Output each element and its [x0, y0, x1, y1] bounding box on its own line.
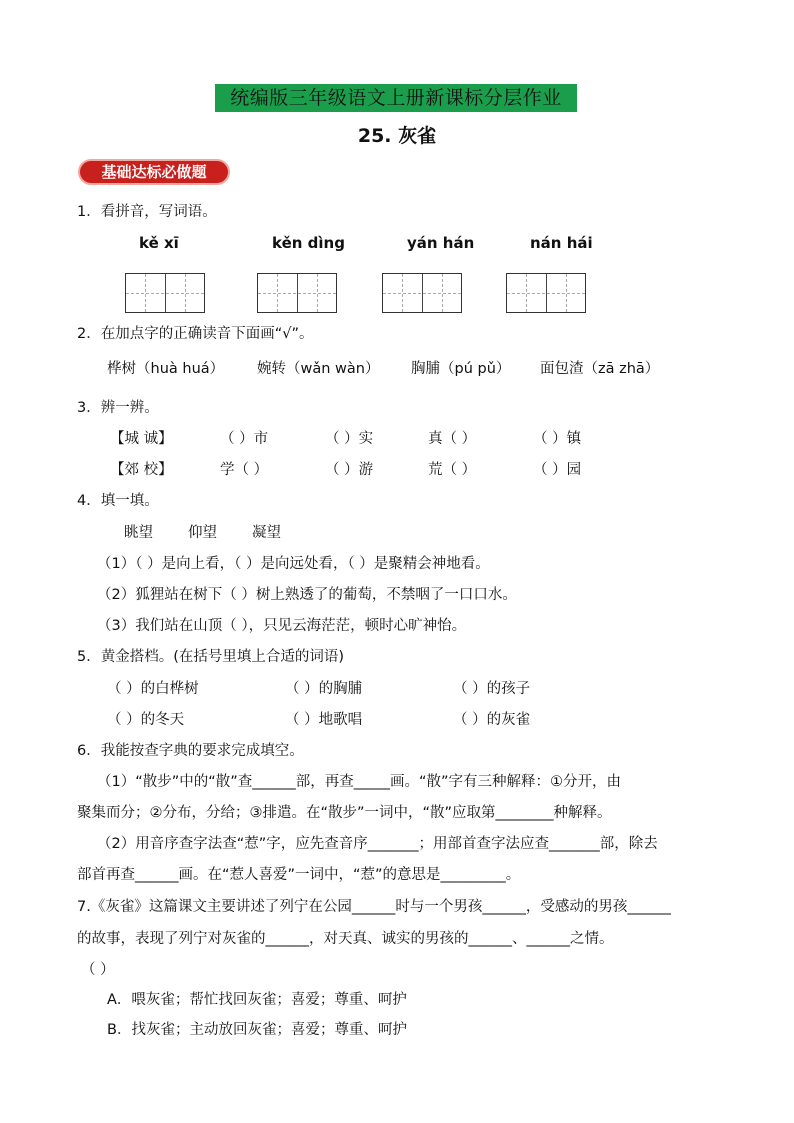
blank[interactable]: 学（ ） [220, 462, 269, 478]
phrase-blank[interactable]: （ ）的白桦树 [107, 681, 199, 697]
word-option: 仰望 [188, 525, 217, 541]
pronunciation-item-4[interactable]: 面包渣（zā zhā） [540, 361, 660, 377]
phrase-blank[interactable]: （ ）的灰雀 [453, 712, 531, 728]
blank[interactable]: 真（ ） [428, 431, 477, 447]
fill-sentence-3[interactable]: （3）我们站在山顶（ ），只见云海茫茫，顿时心旷神怡。 [97, 618, 467, 634]
pronunciation-item-3[interactable]: 胸脯（pú pǔ） [411, 361, 511, 377]
writing-grid-4[interactable] [506, 273, 586, 313]
question-1-title: 1．看拼音，写词语。 [77, 204, 217, 220]
question-4-title: 4．填一填。 [77, 493, 159, 509]
phrase-blank[interactable]: （ ）的胸脯 [285, 681, 363, 697]
question-2-title: 2．在加点字的正确读音下面画“√”。 [77, 326, 314, 342]
char-pair-1: 【城 诚】 [110, 431, 173, 447]
word-option: 眺望 [124, 525, 153, 541]
dictionary-line-4[interactable]: 部首再查______画。在“惹人喜爱”一词中，“惹”的意思是_________。 [77, 867, 521, 883]
question-3-title: 3．辨一辨。 [77, 400, 159, 416]
writing-grid-2[interactable] [257, 273, 337, 313]
phrase-blank[interactable]: （ ）的孩子 [453, 681, 531, 697]
answer-paren[interactable]: （ ） [81, 962, 115, 978]
writing-grid-1[interactable] [125, 273, 205, 313]
pronunciation-item-2[interactable]: 婉转（wǎn wàn） [257, 361, 380, 377]
dictionary-line-1[interactable]: （1）“散步”中的“散”查______部，再查_____画。“散”字有三种解释：①分开，由 [97, 774, 622, 790]
blank[interactable]: （ ）园 [533, 462, 582, 478]
writing-grid-3[interactable] [382, 273, 462, 313]
pinyin-2: kěn dìng [272, 234, 345, 252]
pinyin-3: yán hán [407, 234, 475, 252]
blank[interactable]: （ ）镇 [533, 431, 582, 447]
question-5-title: 5．黄金搭档。(在括号里填上合适的词语) [77, 649, 345, 665]
lesson-title: 25. 灰雀 [357, 125, 437, 147]
section-badge: 基础达标必做题 [78, 159, 230, 185]
blank[interactable]: （ ）市 [220, 431, 269, 447]
question-7-line-1[interactable]: 7.《灰雀》这篇课文主要讲述了列宁在公园______时与一个男孩______，受感动的男孩______ [77, 899, 671, 915]
pronunciation-item-1[interactable]: 桦树（huà huá） [107, 361, 225, 377]
option-b[interactable]: B．找灰雀；主动放回灰雀；喜爱；尊重、呵护 [107, 1022, 407, 1038]
fill-sentence-1[interactable]: （1）（ ）是向上看，（ ）是向远处看，（ ）是聚精会神地看。 [97, 556, 490, 572]
pinyin-1: kě xī [139, 234, 179, 252]
blank[interactable]: （ ）实 [325, 431, 374, 447]
dictionary-line-3[interactable]: （2）用音序查字法查“惹”字，应先查音序_______；用部首查字法应查_______部，除去 [97, 836, 658, 852]
char-pair-2: 【郊 校】 [110, 462, 173, 478]
phrase-blank[interactable]: （ ）的冬天 [107, 712, 185, 728]
dictionary-line-2[interactable]: 聚集而分；②分布，分给；③排遣。在“散步”一词中，“散”应取第________种解释。 [77, 805, 612, 821]
question-7-line-2[interactable]: 的故事，表现了列宁对灰雀的______，对天真、诚实的男孩的______、______之情。 [77, 931, 614, 947]
blank[interactable]: （ ）游 [325, 462, 374, 478]
worksheet-banner: 统编版三年级语文上册新课标分层作业 [215, 84, 577, 112]
fill-sentence-2[interactable]: （2）狐狸站在树下（ ）树上熟透了的葡萄，不禁咽了一口口水。 [97, 587, 517, 603]
word-option: 凝望 [252, 525, 281, 541]
option-a[interactable]: A．喂灰雀；帮忙找回灰雀；喜爱；尊重、呵护 [107, 992, 407, 1008]
question-6-title: 6．我能按查字典的要求完成填空。 [77, 743, 304, 759]
pinyin-4: nán hái [530, 234, 593, 252]
blank[interactable]: 荒（ ） [428, 462, 477, 478]
phrase-blank[interactable]: （ ）地歌唱 [285, 712, 363, 728]
